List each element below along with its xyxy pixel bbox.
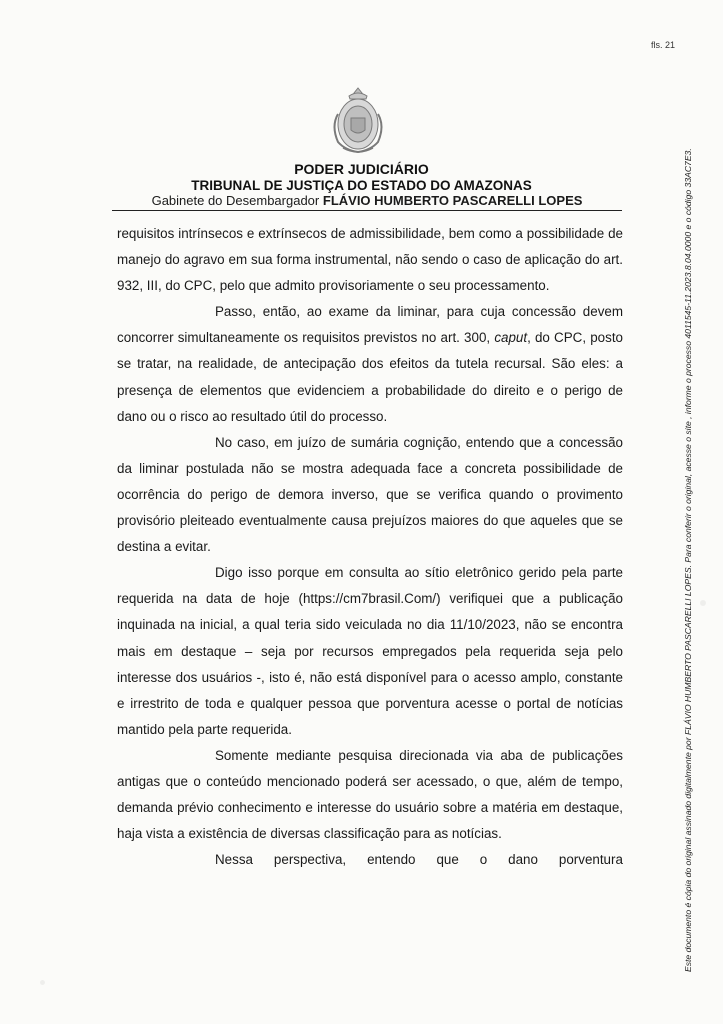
- paragraph-2-text-a: Passo, então, ao exame da liminar, para cuja concessão devem concorrer simultaneamente os requisitos previstos no art. 300,: [117, 304, 623, 346]
- page-number: fls. 21: [651, 40, 676, 50]
- digital-signature-note: Este documento é cópia do original assinado digitalmente por FLÁVIO HUMBERTO PASCARELLI LOPES. Para conferir o original, acesse o site , informe o processo 4011545-11.2023.8.04.0000 e o código 33AC7E3.: [683, 148, 693, 972]
- word: que: [436, 852, 459, 868]
- paragraph-5: Somente mediante pesquisa direcionada via aba de publicações antigas que o conteúdo mencionado poderá ser acessado, o que, além de tempo, demanda prévio conhecimento e interesse do usuário sobre a matéria em destaque, haja vista a existência de diversas classificação para as notícias.: [117, 747, 623, 842]
- word: dano: [508, 852, 538, 868]
- word: Nessa: [215, 852, 253, 868]
- office-line: [112, 192, 622, 211]
- paragraph-4: Digo isso porque em consulta ao sítio eletrônico gerido pela parte requerida na data de hoje (https://cm7brasil.Com/) verifiquei que a publicação inquinada na inicial, a qual teria sido veiculada no dia 11/10/2023, não se encontra mais em destaque – seja por recursos empregados pela requerida seja pelo interesse dos usuários -, isto é, não está disponível para o acesso amplo, constante e irrestrito de toda e qualquer pessoa que porventura acesse o portal de notícias mantido pela parte requerida.: [117, 565, 623, 737]
- word: entendo: [367, 852, 416, 868]
- word: o: [479, 852, 488, 868]
- paragraph-6: [215, 847, 623, 873]
- office-prefix: Gabinete do Desembargador: [151, 193, 320, 208]
- word: perspectiva,: [273, 852, 347, 868]
- scan-artifact: [700, 600, 706, 606]
- court-title: PODER JUDICIÁRIO: [294, 161, 429, 177]
- paragraph-2-italic: caput: [494, 330, 528, 346]
- tribunal-title: TRIBUNAL DE JUSTIÇA DO ESTADO DO AMAZONAS: [191, 178, 532, 193]
- word: porventura: [558, 852, 623, 868]
- paragraph-3: No caso, em juízo de sumária cognição, entendo que a concessão da liminar postulada não se mostra adequada face a concreta possibilidade de ocorrência do perigo de demora inverso, que se verifica quando o provimento provisório pleiteado eventualmente causa prejuízos maiores do que aqueles que se destina a evitar.: [117, 434, 623, 555]
- paragraph-1: requisitos intrínsecos e extrínsecos de admissibilidade, bem como a possibilidade de manejo do agravo em sua forma instrumental, não sendo o caso de aplicação do art. 932, III, do CPC, pelo que admito provisoriamente o seu processamento.: [117, 226, 623, 294]
- paragraph-2-text-b: , do CPC, posto se tratar, na realidade, de antecipação dos efeitos da tutela recursal. São eles: a presença de elementos que evidenciem a probabilidade do direito e o perigo de dano ou o risco ao resultado útil do processo.: [117, 330, 623, 424]
- coat-of-arms-emblem: [329, 84, 387, 158]
- judge-name: FLÁVIO HUMBERTO PASCARELLI LOPES: [322, 193, 583, 208]
- scan-artifact: [40, 980, 45, 985]
- paragraph-2: [117, 299, 623, 429]
- document-body: [117, 221, 623, 873]
